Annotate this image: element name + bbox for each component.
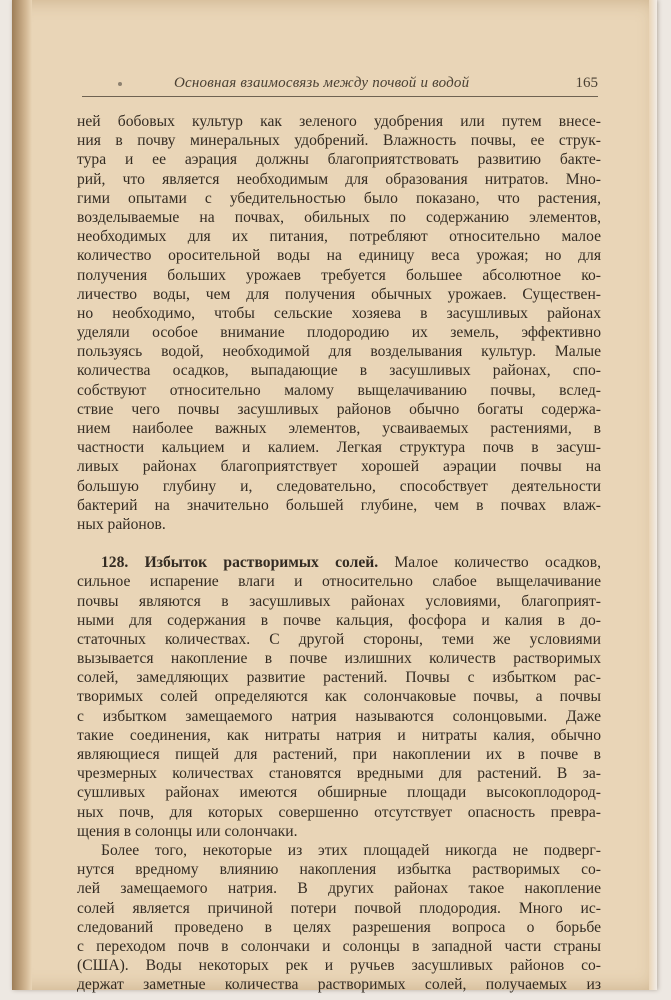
text-line: (США). Воды некоторых рек и ручьев засушливых районов со-	[77, 957, 601, 975]
paragraph-continuation	[77, 112, 601, 534]
text-line: ней бобовых культур как зеленого удобрения или путем внесе-	[77, 113, 601, 130]
page-edge	[649, 0, 657, 990]
book-page	[12, 0, 657, 994]
text-line: ливых районах благоприятствует хорошей аэрации почвы на	[77, 458, 601, 476]
text-line: держат заметные количества растворимых солей, получаемых из	[77, 976, 601, 994]
text-line: солей, замедляющих развитие растений. Почвы с избытком рас-	[77, 669, 601, 687]
text-line: лей замещаемого натрия. В других районах такое накопление	[77, 880, 601, 898]
text-line: статочных количествах. С другой стороны, теми же условиями	[77, 630, 601, 648]
page-spine-shadow	[12, 0, 32, 990]
text-line: собствуют относительно малому выщелачиванию почвы, вслед-	[77, 381, 601, 399]
paragraph-more-so	[77, 841, 601, 995]
text-line: тура и ее аэрация должны благоприятствовать развитию бакте-	[77, 151, 601, 169]
text-line: с избытком замещаемого натрия называются солонцовыми. Даже	[77, 707, 601, 725]
section-number: 128.	[101, 554, 129, 572]
text-line: уделяли особое внимание плодородию их земель, эффективно	[77, 324, 601, 342]
paragraph-gap	[77, 534, 601, 553]
section-title: Избыток растворимых солей.	[144, 554, 379, 572]
text-line: личество воды, чем для получения обычных урожаев. Существен-	[77, 285, 601, 303]
body-text	[77, 112, 601, 994]
text-line: гими опытами с убедительностью было показано, что растения,	[77, 189, 601, 207]
text-line: возделываемые на почвах, обильных по содержанию элементов,	[77, 208, 601, 226]
text-line: нутся вредному влиянию накопления избытка растворимых со-	[77, 861, 601, 879]
text-line: бактерий на значительно большей глубине, чем в почвах влаж-	[77, 496, 601, 514]
running-header	[82, 72, 598, 97]
text-line: вызывается накопление в почве излишних количеств растворимых	[77, 650, 601, 668]
running-title: Основная взаимосвязь между почвой и водой	[174, 75, 470, 91]
text-line: сильное испарение влаги и относительно слабое выщелачивание	[77, 573, 601, 591]
text-line: следований проведено в целях разрешения вопроса о борьбе	[77, 918, 601, 936]
text-line: щения в солонцы или солончаки.	[77, 822, 298, 840]
text-line: ных районов.	[77, 515, 166, 533]
header-dot	[118, 82, 122, 86]
text-line: рий, что является необходимым для образования нитратов. Мно-	[77, 170, 601, 188]
text-line: ных почв, для которых совершенно отсутствует опасность превра-	[77, 803, 601, 821]
text-line: ными для содержания в почве кальция, фосфора и калия в до-	[77, 611, 601, 629]
text-line: такие соединения, как нитраты натрия и нитраты калия, обычно	[77, 726, 601, 744]
section-first-line-text: Малое количество осадков,	[394, 554, 601, 572]
section-paragraph	[77, 572, 601, 841]
section-first-line	[77, 553, 601, 572]
text-line: чрезмерных количествах становятся вредными для растений. В за-	[77, 765, 601, 783]
text-line: являющиеся пищей для растений, при накоплении их в почве в	[77, 746, 601, 763]
text-line: частности кальцием и калием. Легкая структура почв в засуш-	[77, 439, 601, 457]
text-line: творимых солей определяются как солончаковые почвы, а почвы	[77, 688, 601, 706]
text-line: количество оросительной воды на единицу веса урожая; но для	[77, 247, 601, 265]
text-line: ния в почву минеральных удобрений. Влажность почвы, ее струк-	[77, 132, 601, 150]
text-line: почвы являются в засушливых районах условиями, благоприят-	[77, 592, 601, 610]
text-line: сушливых районах имеются обширные площади высокоплодород-	[77, 784, 601, 802]
text-line: получения больших урожаев требуется большее абсолютное ко-	[77, 266, 601, 284]
text-line: Более того, некоторые из этих площадей никогда не подверг-	[101, 841, 601, 859]
text-line: солей является причиной потери почвой плодородия. Много ис-	[77, 899, 601, 917]
text-line: необходимых для их питания, потребляют относительно малое	[77, 228, 601, 246]
section-128	[77, 553, 601, 841]
page-number: 165	[575, 75, 598, 91]
text-line: с переходом почв в солончаки и солонцы в западной части страны	[77, 937, 601, 955]
text-line: ствие чего почвы засушливых районов обычно богаты содержа-	[77, 400, 601, 418]
text-line: нием наиболее важных элементов, усваиваемых растениями, в	[77, 420, 601, 437]
text-line: пользуясь водой, необходимой для возделывания культур. Малые	[77, 343, 601, 361]
text-line: большую глубину и, следовательно, способствует деятельности	[77, 477, 601, 495]
text-line: но необходимо, чтобы сельские хозяева в засушливых районах	[77, 304, 601, 322]
text-line: количества осадков, выпадающие в засушливых районах, спо-	[77, 362, 601, 380]
